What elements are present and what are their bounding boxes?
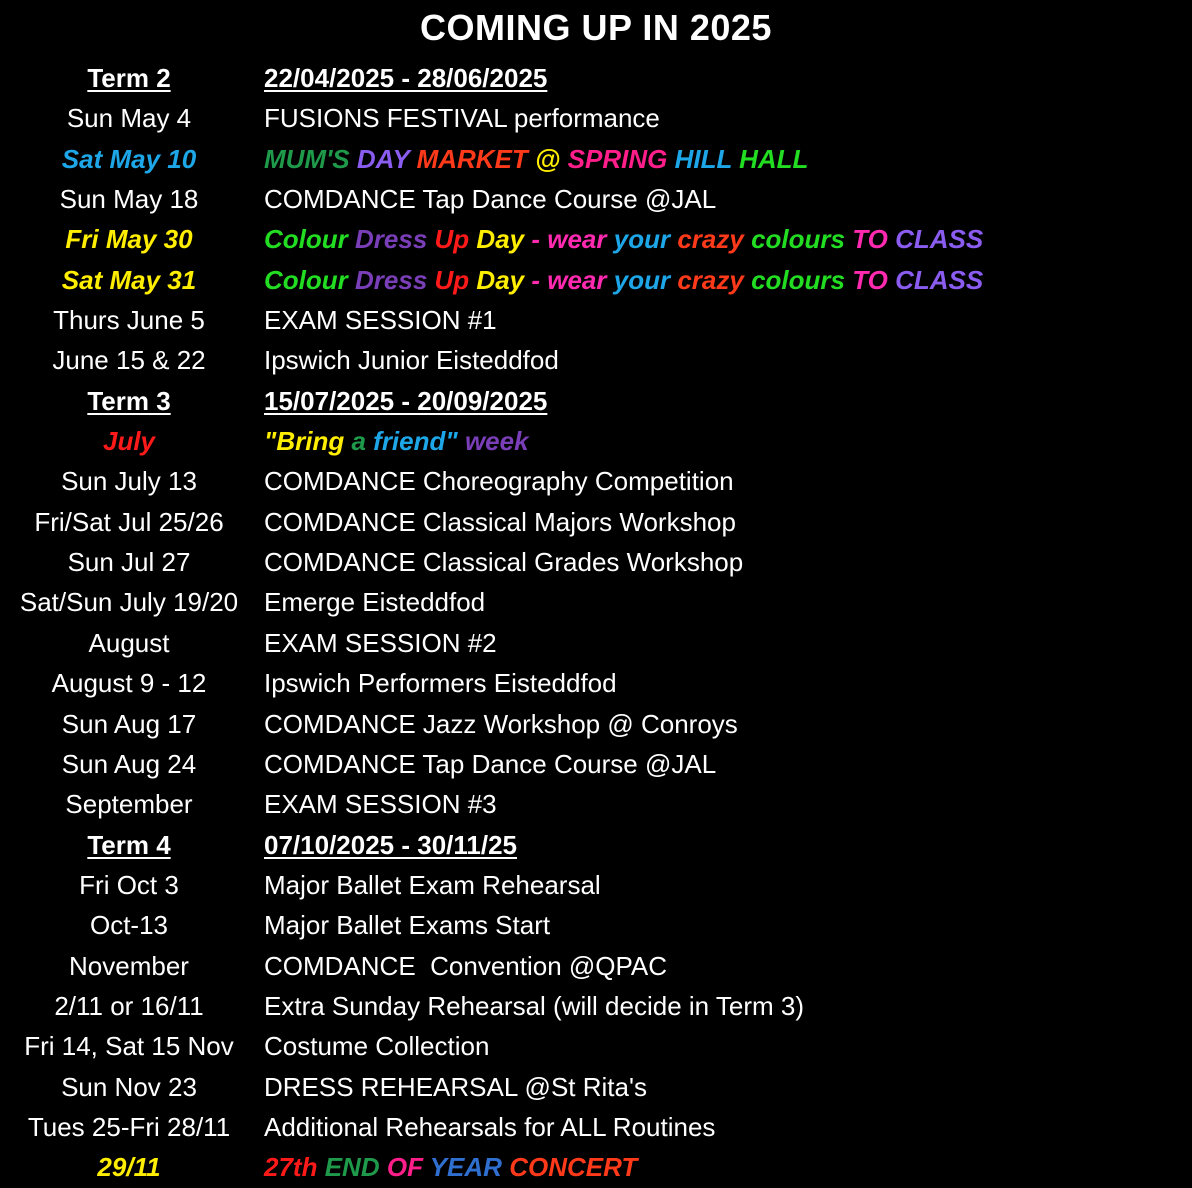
event-word: Colour (264, 224, 348, 255)
schedule-row (0, 905, 1192, 945)
event-word: DRESS REHEARSAL @St Rita's (264, 1071, 647, 1102)
event-word: DAY (356, 143, 410, 174)
term-header-row (0, 381, 1192, 421)
schedule-date: Fri/Sat Jul 25/26 (34, 506, 224, 537)
event-word: MARKET (416, 143, 528, 174)
event-word: your (613, 224, 671, 255)
event-word: Up (434, 264, 470, 295)
schedule-date: Sat/Sun July 19/20 (19, 587, 239, 618)
schedule-event (264, 825, 517, 865)
schedule-date: Term 4 (87, 829, 171, 860)
event-word: Major Ballet Exams Start (264, 910, 551, 941)
schedule-event (264, 260, 983, 300)
schedule-row (0, 744, 1192, 784)
schedule-event (264, 986, 804, 1026)
schedule-row (0, 784, 1192, 824)
event-word: @ (535, 143, 561, 174)
event-word: crazy (677, 224, 744, 255)
event-word: YEAR (429, 1152, 502, 1183)
event-word: COMDANCE Convention @QPAC (264, 950, 668, 981)
schedule-event (264, 300, 497, 340)
schedule-event (264, 946, 667, 986)
schedule-row (0, 219, 1192, 259)
schedule-date: Sat May 10 (61, 143, 197, 174)
event-word: crazy (677, 264, 744, 295)
schedule-row (0, 421, 1192, 461)
schedule-date: Fri May 30 (65, 224, 193, 255)
schedule-date: September (65, 789, 193, 820)
event-word: Colour (264, 264, 348, 295)
schedule-date: August (88, 627, 170, 658)
schedule-event (264, 784, 497, 824)
event-word: Emerge Eisteddfod (264, 587, 486, 618)
schedule-event (264, 542, 743, 582)
schedule-event (264, 139, 808, 179)
schedule-row (0, 542, 1192, 582)
schedule-date: Sun May 18 (59, 184, 199, 215)
event-word: your (613, 264, 671, 295)
schedule-row (0, 502, 1192, 542)
schedule-date: Term 3 (87, 385, 171, 416)
event-word: 22/04/2025 - 28/06/2025 (264, 63, 548, 93)
schedule-date: Term 2 (87, 63, 171, 93)
schedule-event (264, 1147, 637, 1187)
schedule-row (0, 260, 1192, 300)
event-word: Day (476, 224, 525, 255)
term-header-row (0, 825, 1192, 865)
schedule-event (264, 58, 547, 98)
schedule-date: June 15 & 22 (52, 345, 206, 376)
event-word: Dress (355, 264, 428, 295)
event-word: 27th (264, 1152, 318, 1183)
schedule-date: Sun Aug 17 (61, 708, 197, 739)
event-word: SPRING (567, 143, 668, 174)
event-word: Ipswich Performers Eisteddfod (264, 668, 617, 699)
schedule-row (0, 946, 1192, 986)
schedule-event (264, 340, 559, 380)
event-word: EXAM SESSION #1 (264, 305, 497, 336)
schedule-event (264, 98, 660, 138)
schedule-row (0, 139, 1192, 179)
schedule-date: Sun July 13 (61, 466, 197, 497)
schedule-date: Sun Jul 27 (67, 547, 191, 578)
event-word: END (324, 1152, 380, 1183)
schedule-date: Sun Nov 23 (61, 1071, 197, 1102)
schedule-date: 2/11 or 16/11 (54, 990, 204, 1021)
event-word: a (351, 426, 366, 457)
schedule-date: 29/11 (97, 1152, 161, 1183)
schedule-row (0, 461, 1192, 501)
event-word: CLASS (895, 224, 984, 255)
schedule-event (264, 905, 550, 945)
event-word: week (464, 426, 529, 457)
schedule-date: Sun May 4 (66, 103, 192, 134)
schedule-date: November (69, 950, 189, 981)
event-word: Day (476, 264, 525, 295)
schedule-date: August 9 - 12 (51, 668, 207, 699)
event-word: CONCERT (509, 1152, 638, 1183)
event-word: CLASS (895, 264, 984, 295)
schedule-date: Sun Aug 24 (61, 748, 197, 779)
event-word: OF (386, 1152, 423, 1183)
schedule-row (0, 98, 1192, 138)
schedule-row (0, 986, 1192, 1026)
schedule-event (264, 381, 547, 421)
schedule-row (0, 623, 1192, 663)
schedule-date: Fri Oct 3 (79, 869, 179, 900)
event-word: Ipswich Junior Eisteddfod (264, 345, 559, 376)
schedule-event (264, 1067, 647, 1107)
schedule-event (264, 744, 716, 784)
schedule-row (0, 704, 1192, 744)
event-word: COMDANCE Tap Dance Course @JAL (264, 184, 717, 215)
event-word: friend" (373, 426, 458, 457)
schedule-row (0, 300, 1192, 340)
event-word: 07/10/2025 - 30/11/25 (264, 829, 518, 860)
page-title: COMING UP IN 2025 (420, 7, 772, 48)
schedule-date: Fri 14, Sat 15 Nov (24, 1031, 234, 1062)
event-word: EXAM SESSION #3 (264, 789, 497, 820)
schedule-event (264, 421, 529, 461)
schedule-event (264, 461, 734, 501)
schedule-row (0, 1067, 1192, 1107)
schedule-event (264, 623, 497, 663)
schedule-list (0, 58, 1192, 1188)
event-word: - wear (531, 264, 607, 295)
schedule-date: Oct-13 (89, 910, 169, 941)
event-word: TO (852, 224, 888, 255)
event-word: COMDANCE Tap Dance Course @JAL (264, 748, 717, 779)
schedule-event (264, 179, 716, 219)
schedule-date: Sat May 31 (61, 264, 197, 295)
event-word: Major Ballet Exam Rehearsal (264, 869, 601, 900)
event-word: HALL (739, 143, 809, 174)
schedule-event (264, 502, 736, 542)
schedule-row (0, 865, 1192, 905)
schedule-event (264, 582, 485, 622)
schedule-row (0, 1026, 1192, 1066)
event-word: COMDANCE Classical Grades Workshop (264, 547, 744, 578)
event-word: Up (434, 224, 470, 255)
event-word: Dress (355, 224, 428, 255)
event-word: Extra Sunday Rehearsal (will decide in Term 3) (264, 990, 804, 1021)
schedule-event (264, 663, 617, 703)
schedule-row (0, 1147, 1192, 1187)
schedule-row (0, 179, 1192, 219)
schedule-event (264, 1026, 489, 1066)
event-word: TO (852, 264, 888, 295)
schedule-row (0, 582, 1192, 622)
event-word: Costume Collection (264, 1031, 490, 1062)
schedule-date: Tues 25-Fri 28/11 (27, 1111, 231, 1142)
schedule-event (264, 219, 983, 259)
schedule-row (0, 340, 1192, 380)
event-word: FUSIONS FESTIVAL performance (264, 103, 660, 134)
event-word: EXAM SESSION #2 (264, 627, 497, 658)
event-word: 15/07/2025 - 20/09/2025 (264, 385, 548, 416)
schedule-row (0, 1107, 1192, 1147)
schedule-event (264, 1107, 715, 1147)
event-word: COMDANCE Jazz Workshop @ Conroys (264, 708, 738, 739)
event-word: - wear (531, 224, 607, 255)
event-word: HILL (674, 143, 732, 174)
schedule-row (0, 663, 1192, 703)
event-word: COMDANCE Classical Majors Workshop (264, 506, 736, 537)
schedule-event (264, 865, 601, 905)
term-header-row (0, 58, 1192, 98)
event-word: colours (751, 224, 845, 255)
schedule-event (264, 704, 738, 744)
schedule-date: July (102, 426, 156, 457)
event-word: Additional Rehearsals for ALL Routines (264, 1111, 716, 1142)
schedule-date: Thurs June 5 (53, 305, 205, 336)
event-word: colours (751, 264, 845, 295)
event-word: MUM'S (264, 143, 350, 174)
event-word: "Bring (264, 426, 345, 457)
event-word: COMDANCE Choreography Competition (264, 466, 734, 497)
